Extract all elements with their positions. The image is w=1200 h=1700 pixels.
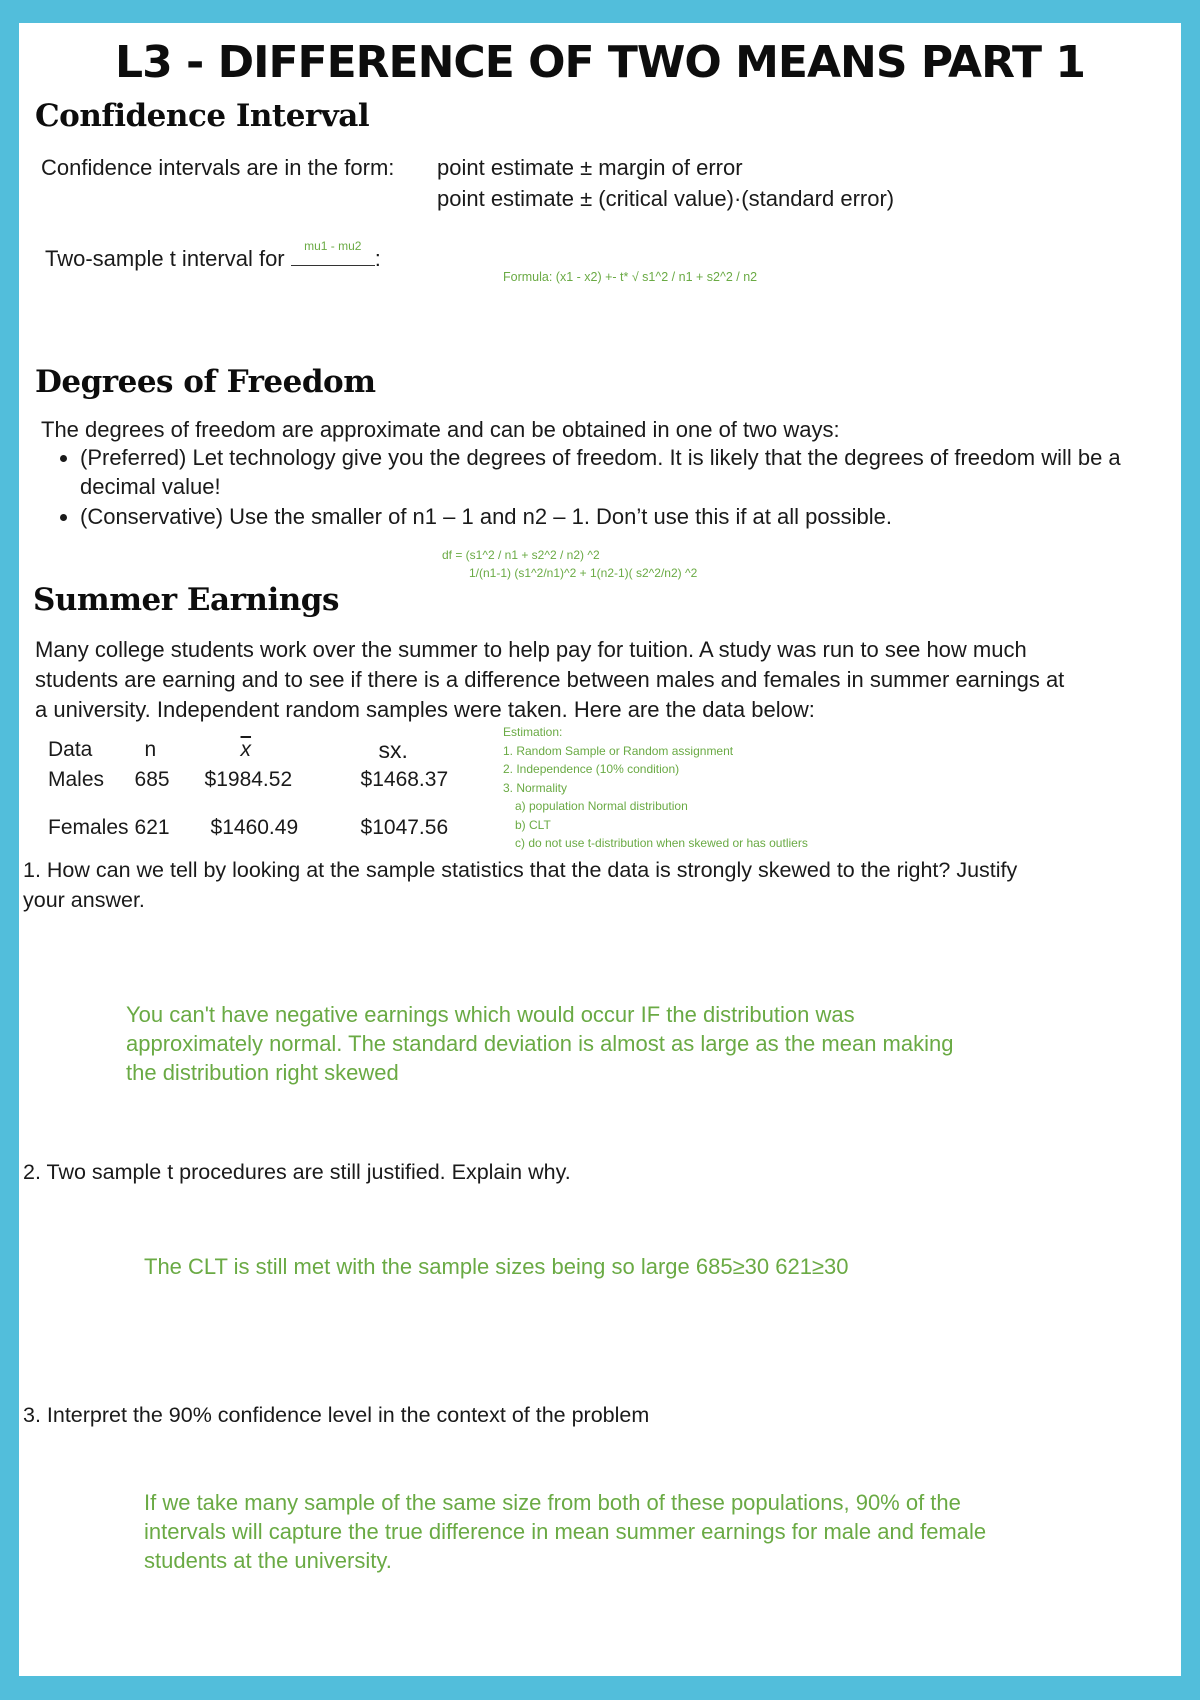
- table-cell-mean: $1984.52: [204, 768, 293, 791]
- question-3: 3. Interpret the 90% confidence level in the context of the problem: [23, 1403, 650, 1427]
- interval-label: Two-sample t interval for: [45, 246, 285, 271]
- interval-blank: [291, 239, 375, 266]
- formula-note: Formula: (x1 - x2) +- t* √ s1^2 / n1 + s2^2 / n2: [503, 270, 758, 284]
- answer-3: If we take many sample of the same size from both of these populations, 90% of the intervals will capture the true difference in mean summer earnings for male and female students at the university.: [144, 1490, 987, 1573]
- estimation-note: 1. Random Sample or Random assignment: [503, 743, 734, 758]
- table-row: [48, 795, 448, 843]
- ci-form-line2: point estimate ± (critical value)·(standard error): [437, 186, 895, 211]
- estimation-note: 2. Independence (10% condition): [503, 762, 680, 776]
- answer-2: The CLT is still met with the sample sizes being so large 685≥30 621≥30: [144, 1254, 849, 1279]
- df-intro: The degrees of freedom are approximate and can be obtained in one of two ways:: [41, 417, 840, 442]
- table-cell-n: 621: [134, 816, 170, 839]
- estimation-notes: [503, 723, 808, 853]
- table-cell-mean: $1460.49: [210, 816, 299, 839]
- estimation-note: Estimation:: [503, 725, 563, 739]
- question-1-line2: your answer.: [23, 888, 145, 912]
- table-row: [48, 765, 448, 795]
- df-bullet-conservative: • (Conservative) Use the smaller of n1 – 1 and n2 – 1. Don’t use this if at all possible.: [80, 502, 1170, 531]
- summer-para-line3: a university. Independent random samples were taken. Here are the data below:: [35, 697, 815, 722]
- earnings-table: [48, 735, 448, 843]
- table-header-xbar: $\overline{x}$: [240, 738, 252, 761]
- df-bullet-preferred: • (Preferred) Let technology give you the degrees of freedom. It is likely that the degrees of freedom will be a decimal value!: [80, 443, 1170, 501]
- interval-colon: :: [374, 246, 381, 271]
- worksheet-page: [19, 23, 1181, 1676]
- table-cell-sd: $1468.37: [360, 768, 449, 791]
- summer-para-line1: Many college students work over the summer to help pay for tuition. A study was run to see how much: [35, 637, 1027, 662]
- summer-para-line2: students are earning and to see if there is a difference between males and females in summer earnings at: [35, 667, 1065, 692]
- section-heading-summer-earnings: Summer Earnings: [33, 582, 339, 618]
- df-formula-line2: 1/(n1-1) (s1^2/n1)^2 + 1(n2-1)( s2^2/n2) ^2: [469, 566, 698, 580]
- estimation-note: c) do not use t-distribution when skewed or has outliers: [515, 836, 808, 850]
- estimation-note: b) CLT: [515, 817, 551, 832]
- table-header-n: n: [144, 738, 157, 761]
- estimation-note: a) population Normal distribution: [515, 799, 688, 813]
- section-heading-confidence-interval: Confidence Interval: [35, 98, 370, 134]
- estimation-note: 3. Normality: [503, 780, 568, 795]
- table-cell-n: 685: [134, 768, 170, 791]
- df-bullet-list: [42, 443, 1170, 532]
- answer-1: You can't have negative earnings which would occur IF the distribution was approximately normal. The standard deviation is almost as large as the mean making the distribution right skewed: [126, 1002, 954, 1085]
- ci-form-prefix: Confidence intervals are in the form:: [41, 155, 395, 180]
- question-2: 2. Two sample t procedures are still justified. Explain why.: [23, 1160, 571, 1184]
- table-cell-group: Females: [48, 816, 129, 839]
- interval-blank-answer: mu1 - mu2: [304, 239, 362, 253]
- interval-prompt: [45, 239, 381, 272]
- table-header-data: Data: [48, 738, 93, 761]
- section-heading-degrees-of-freedom: Degrees of Freedom: [35, 364, 376, 400]
- df-formula-line1: df = (s1^2 / n1 + s2^2 / n2) ^2: [442, 548, 600, 562]
- table-cell-group: Males: [48, 768, 105, 791]
- page-title: L3 - DIFFERENCE OF TWO MEANS PART 1: [115, 37, 1085, 88]
- table-cell-sd: $1047.56: [360, 816, 449, 839]
- table-header-row: [48, 735, 448, 765]
- question-1-line1: 1. How can we tell by looking at the sample statistics that the data is strongly skewed to the right? Justify: [23, 858, 1018, 882]
- ci-form-line1: point estimate ± margin of error: [437, 155, 743, 180]
- table-header-sx: sx.: [378, 736, 408, 763]
